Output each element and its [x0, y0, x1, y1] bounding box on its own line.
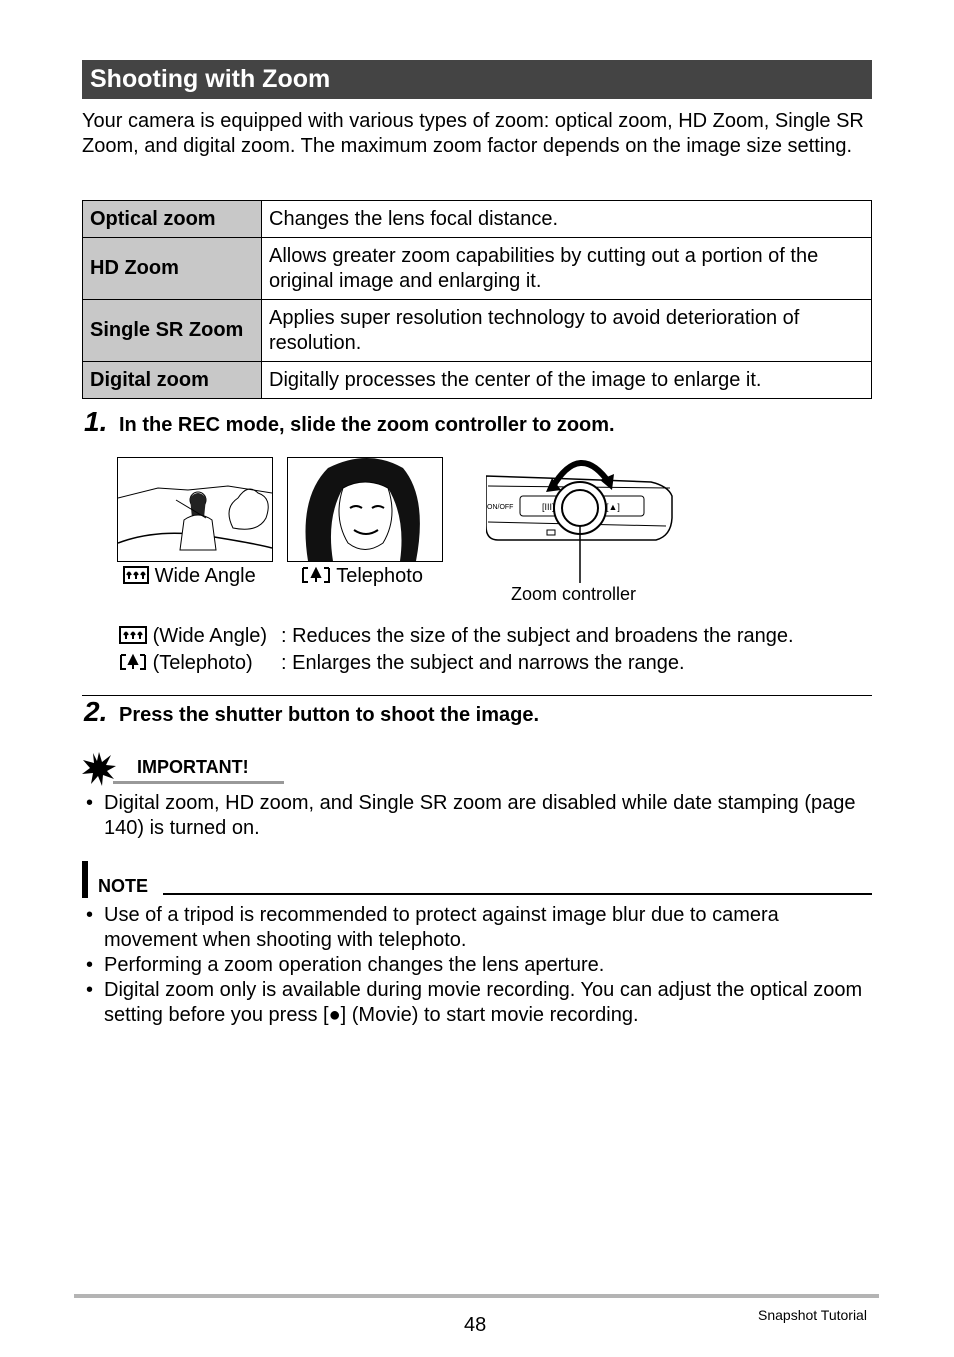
telephoto-caption — [301, 565, 423, 591]
mode-name: (Telephoto) — [152, 652, 253, 674]
telephoto-icon — [119, 652, 147, 680]
telephoto-icon — [301, 565, 331, 591]
mode-name: (Wide Angle) — [152, 625, 268, 647]
bullet-marker: • — [86, 904, 94, 926]
svg-text:[▲]: [▲] — [606, 502, 620, 512]
onoff-label: ON/OFF — [487, 504, 514, 511]
mode-row-wide — [119, 623, 267, 653]
bullet-marker: • — [86, 792, 94, 814]
note-bullet: Digital zoom only is available during movie recording. You can adjust the optical zoom setting before you press [●] (Movie) to start movie recording. — [104, 979, 863, 1026]
table-row — [83, 362, 872, 399]
zoom-types-table — [82, 200, 872, 399]
telephoto-photo — [287, 457, 443, 562]
footer-rule — [74, 1294, 879, 1298]
zoom-desc: Applies super resolution technology to avoid deterioration of resolution. — [262, 300, 872, 362]
wide-angle-photo — [117, 457, 273, 562]
wide-angle-illustration — [118, 458, 272, 561]
note-bullet: Use of a tripod is recommended to protect against image blur due to camera movement when shooting with telephoto. — [104, 904, 779, 951]
note-bar — [82, 861, 88, 898]
important-underline — [113, 781, 284, 784]
note-title: NOTE — [98, 876, 149, 896]
note-rule — [163, 893, 872, 895]
mode-desc: : Enlarges the subject and narrows the range. — [281, 652, 685, 674]
table-row — [83, 300, 872, 362]
note-bullet: Performing a zoom operation changes the lens aperture. — [104, 954, 605, 976]
mode-row-tele — [119, 650, 253, 680]
wide-angle-icon — [119, 625, 147, 653]
section-title: Shooting with Zoom — [82, 60, 872, 99]
telephoto-illustration — [288, 458, 442, 561]
step-text: In the REC mode, slide the zoom controller to zoom. — [119, 414, 615, 436]
zoom-name: HD Zoom — [83, 238, 262, 300]
important-title: IMPORTANT! — [137, 757, 249, 777]
zoom-name: Single SR Zoom — [83, 300, 262, 362]
mode-desc: : Reduces the size of the subject and broadens the range. — [281, 625, 794, 647]
step-text: Press the shutter button to shoot the image. — [119, 704, 540, 726]
zoom-name: Optical zoom — [83, 201, 262, 238]
zoom-desc: Changes the lens focal distance. — [262, 201, 872, 238]
zoom-desc: Digitally processes the center of the image to enlarge it. — [262, 362, 872, 399]
table-row — [83, 201, 872, 238]
svg-text:[III]: [III] — [542, 502, 555, 512]
page-number: 48 — [464, 1314, 487, 1336]
chapter-label: Snapshot Tutorial — [758, 1307, 867, 1323]
zoom-controller-label: Zoom controller — [511, 584, 637, 604]
table-row — [83, 238, 872, 300]
bullet-marker: • — [86, 979, 94, 1001]
telephoto-label: Telephoto — [336, 565, 423, 587]
zoom-desc: Allows greater zoom capabilities by cutting out a portion of the original image and enlarging it. — [262, 238, 872, 300]
important-bullet: Digital zoom, HD zoom, and Single SR zoom are disabled while date stamping (page 140) is turned on. — [104, 792, 856, 839]
step-number: 2. — [84, 696, 108, 727]
step-divider — [82, 695, 872, 696]
wide-angle-caption — [123, 565, 256, 591]
camera-illustration — [486, 448, 676, 598]
step-number: 1. — [84, 406, 108, 437]
intro-paragraph: Your camera is equipped with various types of zoom: optical zoom, HD Zoom, Single SR Zoom, and digital zoom. The maximum zoom factor depends on the image size setting. — [82, 110, 864, 157]
starburst-icon — [82, 752, 116, 786]
wide-angle-label: Wide Angle — [154, 565, 256, 587]
zoom-name: Digital zoom — [83, 362, 262, 399]
bullet-marker: • — [86, 954, 94, 976]
wide-angle-icon — [123, 565, 149, 591]
